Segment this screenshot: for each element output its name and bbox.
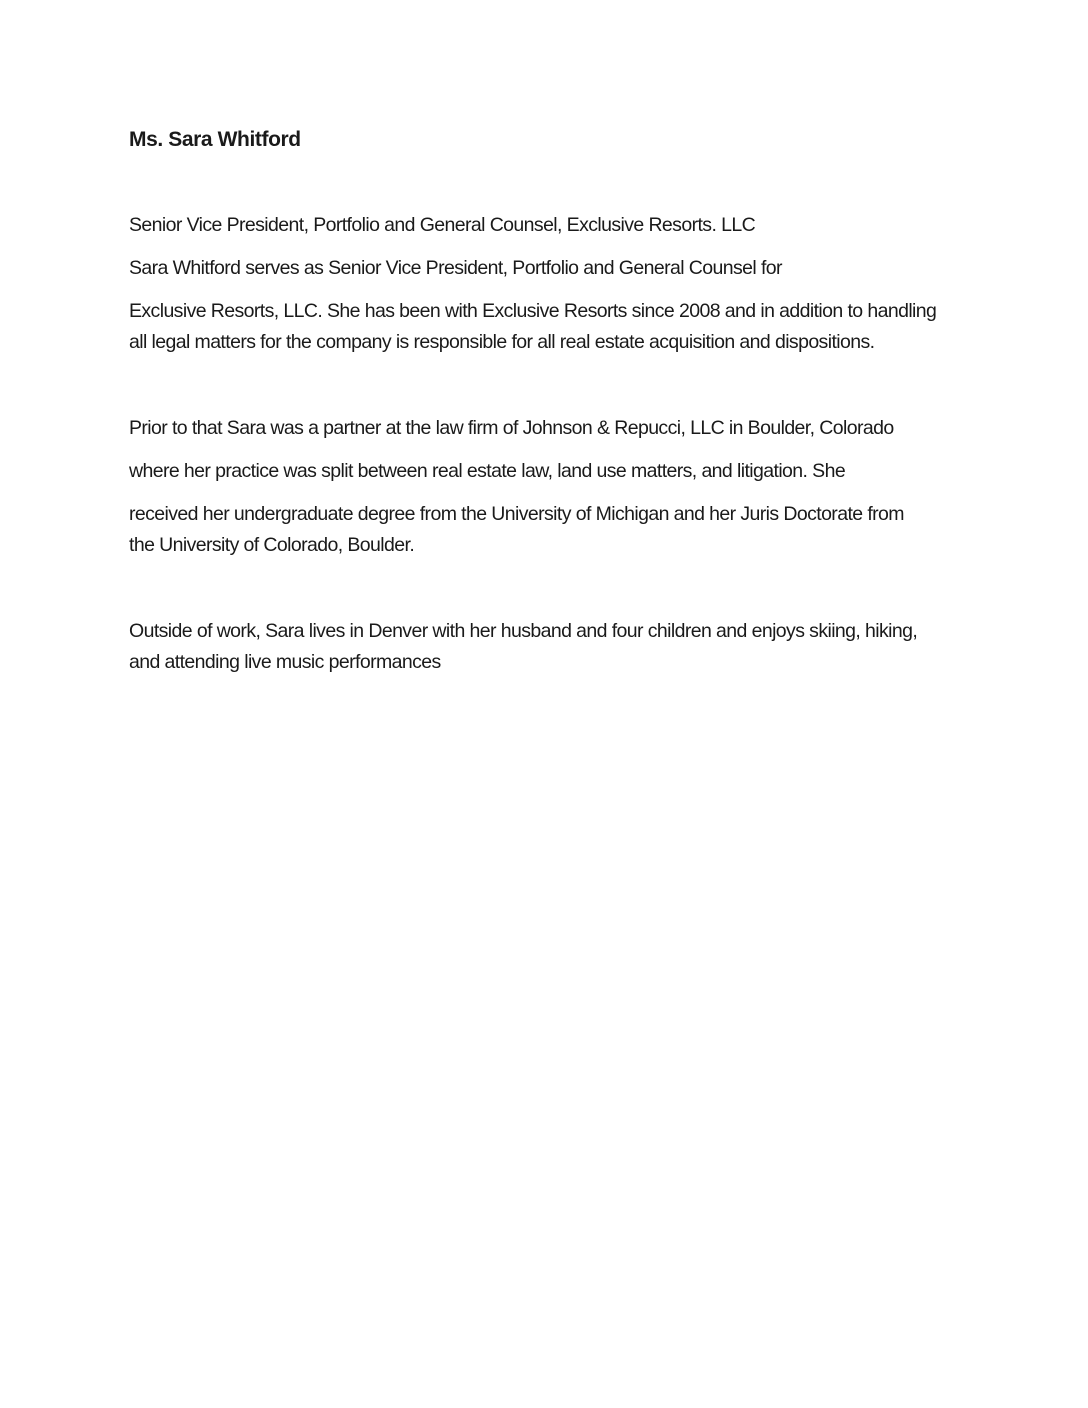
blank-line	[129, 167, 965, 198]
text-line: received her undergraduate degree from the University of Michigan and her Juris Doctorate from	[129, 503, 904, 525]
text-line: all legal matters for the company is responsible for all real estate acquisition and dispositions.	[129, 331, 875, 353]
text-line: and attending live music performances	[129, 651, 441, 673]
paragraph-intro	[129, 253, 965, 284]
text-line: Exclusive Resorts, LLC. She has been with Exclusive Resorts since 2008 and in addition to handling	[129, 300, 937, 322]
text-line: Outside of work, Sara lives in Denver with her husband and four children and enjoys skiing, hiking,	[129, 620, 918, 642]
paragraph-personal-life	[129, 616, 965, 678]
document-body	[129, 124, 965, 690]
text-line: Sara Whitford serves as Senior Vice President, Portfolio and General Counsel for	[129, 257, 782, 279]
text-line: Senior Vice President, Portfolio and General Counsel, Exclusive Resorts. LLC	[129, 214, 756, 236]
text-line: the University of Colorado, Boulder.	[129, 534, 415, 556]
text-line: Prior to that Sara was a partner at the law firm of Johnson & Repucci, LLC in Boulder, Colorado	[129, 417, 894, 439]
paragraph-job-title	[129, 210, 965, 241]
blank-line	[129, 370, 965, 401]
paragraph-education	[129, 499, 965, 561]
document-heading	[129, 124, 965, 155]
paragraph-practice-areas	[129, 456, 965, 487]
text-line: where her practice was split between real estate law, land use matters, and litigation. She	[129, 460, 846, 482]
paragraph-company-role	[129, 296, 965, 358]
paragraph-prior-career	[129, 413, 965, 444]
text-line: Ms. Sara Whitford	[129, 128, 301, 151]
blank-line	[129, 573, 965, 604]
